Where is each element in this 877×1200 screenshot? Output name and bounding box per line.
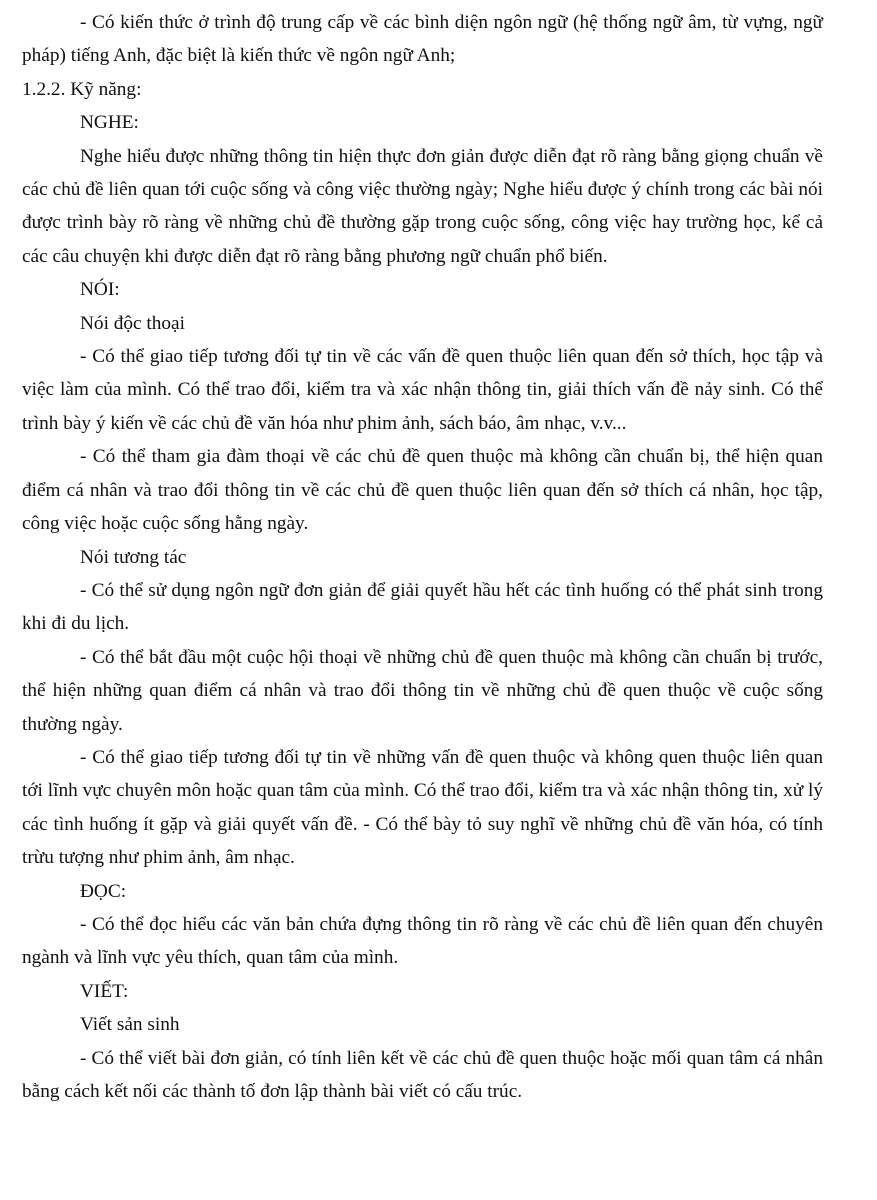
paragraph-monologue-1: - Có thể giao tiếp tương đối tự tin về các vấn đề quen thuộc liên quan đến sở thích, học tập và việc làm của mình. Có thể trao đổi, kiểm tra và xác nhận thông tin, giải thích vấn đề nảy sinh. Có thể trình bày ý kiến về các chủ đề văn hóa như phim ảnh, sách báo, âm nhạc, v.v... — [22, 346, 823, 434]
paragraph-interaction-3: - Có thể giao tiếp tương đối tự tin về những vấn đề quen thuộc và không quen thuộc liên quan tới lĩnh vực chuyên môn hoặc quan tâm của mình. Có thể trao đổi, kiểm tra và xác nhận thông tin, xử lý các tình huống ít gặp và giải quyết vấn đề. - Có thể bày tỏ suy nghĩ về những chủ đề văn hóa, có tính trừu tượng như phim ảnh, âm nhạc. — [22, 746, 823, 869]
paragraph-interaction-1: - Có thể sử dụng ngôn ngữ đơn giản để giải quyết hầu hết các tình huống có thể phát sinh trong khi đi du lịch. — [22, 579, 823, 635]
paragraph-reading: - Có thể đọc hiểu các văn bản chứa đựng thông tin rõ ràng về các chủ đề liên quan đến chuyên ngành và lĩnh vực yêu thích, quan tâm của mình. — [22, 913, 823, 969]
paragraph-monologue-2: - Có thể tham gia đàm thoại về các chủ đề quen thuộc mà không cần chuẩn bị, thể hiện quan điểm cá nhân và trao đổi thông tin về các chủ đề quen thuộc liên quan đến sở thích cá nhân, học tập, công việc hoặc cuộc sống hằng ngày. — [22, 446, 823, 535]
subheading-productive-writing: Viết sản sinh — [80, 1014, 180, 1036]
heading-writing: VIẾT: — [80, 980, 129, 1002]
paragraph-interaction-2: - Có thể bắt đầu một cuộc hội thoại về những chủ đề quen thuộc mà không cần chuẩn bị trước, thể hiện những quan điểm cá nhân và trao đổi thông tin về những chủ đề quen thuộc về cuộc sống thường ngày. — [22, 646, 823, 735]
heading-listening: NGHE: — [80, 112, 139, 134]
subheading-interaction: Nói tương tác — [80, 546, 187, 568]
paragraph-writing: - Có thể viết bài đơn giản, có tính liên kết về các chủ đề quen thuộc hoặc mối quan tâm cá nhân bằng cách kết nối các thành tố đơn lập thành bài viết có cấu trúc. — [22, 1047, 823, 1102]
paragraph-knowledge-intermediate: - Có kiến thức ở trình độ trung cấp về các bình diện ngôn ngữ (hệ thống ngữ âm, từ vựng, ngữ pháp) tiếng Anh, đặc biệt là kiến thức về ngôn ngữ Anh; — [22, 12, 823, 67]
heading-speaking: NÓI: — [80, 279, 120, 301]
heading-reading: ĐỌC: — [80, 880, 127, 902]
paragraph-listening: Nghe hiểu được những thông tin hiện thực đơn giản được diễn đạt rõ ràng bằng giọng chuẩn về các chủ đề liên quan tới cuộc sống và công việc thường ngày; Nghe hiểu được ý chính trong các bài nói được trình bày rõ ràng về những chủ đề thường gặp trong cuộc sống, công việc hay trường học, kể cả các câu chuyện khi được diễn đạt rõ ràng bằng phương ngữ chuẩn phổ biến. — [22, 145, 823, 267]
section-heading-skills: 1.2.2. Kỹ năng: — [22, 78, 142, 100]
subheading-monologue: Nói độc thoại — [80, 312, 185, 334]
